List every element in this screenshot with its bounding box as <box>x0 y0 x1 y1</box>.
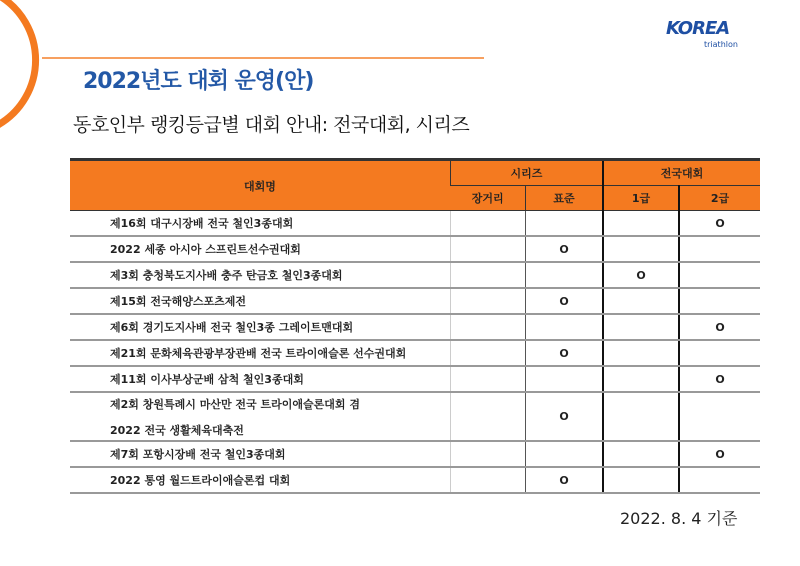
cell-grade1 <box>603 467 679 493</box>
cell-standard: O <box>526 340 604 366</box>
decorative-arc <box>0 0 40 130</box>
cell-name <box>70 392 451 441</box>
header-series: 시리즈 <box>451 160 604 186</box>
cell-grade2 <box>679 288 760 314</box>
cell-long <box>451 392 526 441</box>
cell-long <box>451 262 526 288</box>
cell-long <box>451 314 526 340</box>
cell-grade1: O <box>603 262 679 288</box>
row-name: 제16회 대구시장배 전국 철인3종대회 <box>110 217 294 230</box>
cell-standard: O <box>526 288 604 314</box>
orange-line-full <box>42 57 484 59</box>
header-national: 전국대회 <box>603 160 760 186</box>
cell-standard: O <box>526 236 604 262</box>
table-row <box>70 366 760 392</box>
cell-standard <box>526 262 604 288</box>
cell-name <box>70 441 451 467</box>
row-name: 2022 통영 월드트라이애슬론컵 대회 <box>110 474 291 487</box>
cell-grade1 <box>603 288 679 314</box>
table-row <box>70 441 760 467</box>
cell-standard <box>526 211 604 237</box>
table-row <box>70 288 760 314</box>
cell-name <box>70 366 451 392</box>
table-row <box>70 314 760 340</box>
row-name: 제6회 경기도지사배 전국 철인3종 그레이트맨대회 <box>110 321 354 334</box>
cell-standard <box>526 441 604 467</box>
row-name: 제2회 창원특례시 마산만 전국 트라이애슬론대회 겸 <box>110 397 360 411</box>
cell-grade2: O <box>679 366 760 392</box>
cell-long <box>451 340 526 366</box>
cell-grade2 <box>679 236 760 262</box>
header-grade2: 2급 <box>679 186 760 211</box>
cell-grade1 <box>603 340 679 366</box>
row-name: 제3회 충청북도지사배 충주 탄금호 철인3종대회 <box>110 269 343 282</box>
cell-name <box>70 211 451 237</box>
cell-name <box>70 340 451 366</box>
cell-grade2: O <box>679 211 760 237</box>
row-name: 제7회 포항시장배 전국 철인3종대회 <box>110 448 286 461</box>
table-row <box>70 236 760 262</box>
cell-name <box>70 288 451 314</box>
cell-long <box>451 467 526 493</box>
cell-grade1 <box>603 366 679 392</box>
cell-grade1 <box>603 441 679 467</box>
cell-grade1 <box>603 392 679 441</box>
page-subtitle: 동호인부 랭킹등급별 대회 안내: 전국대회, 시리즈 <box>73 114 470 136</box>
header-standard: 표준 <box>526 186 604 211</box>
header-grade1: 1급 <box>603 186 679 211</box>
row-name: 제21회 문화체육관광부장관배 전국 트라이애슬론 선수권대회 <box>110 347 407 360</box>
cell-name <box>70 314 451 340</box>
cell-long <box>451 366 526 392</box>
cell-name <box>70 262 451 288</box>
korea-triathlon-logo <box>666 18 756 52</box>
cell-name <box>70 467 451 493</box>
table-row <box>70 392 760 441</box>
row-name: 제15회 전국해양스포츠제전 <box>110 295 247 308</box>
cell-standard <box>526 314 604 340</box>
cell-grade2: O <box>679 441 760 467</box>
cell-long <box>451 288 526 314</box>
cell-grade1 <box>603 211 679 237</box>
table-row <box>70 467 760 493</box>
cell-standard: O <box>526 467 604 493</box>
date-note: 2022. 8. 4 기준 <box>620 509 738 528</box>
table-row <box>70 211 760 237</box>
logo-brand: KOREA <box>666 18 730 39</box>
cell-grade2 <box>679 467 760 493</box>
cell-grade1 <box>603 236 679 262</box>
row-name: 2022 세종 아시아 스프린트선수권대회 <box>110 243 301 256</box>
row-name: 제11회 이사부상군배 삼척 철인3종대회 <box>110 373 304 386</box>
cell-long <box>451 441 526 467</box>
table-row <box>70 340 760 366</box>
row-name-line2: 2022 전국 생활체육대축전 <box>110 423 244 437</box>
cell-grade2: O <box>679 314 760 340</box>
cell-standard <box>526 366 604 392</box>
header-name: 대회명 <box>70 160 451 211</box>
logo-sub: triathlon <box>704 40 738 49</box>
cell-grade2 <box>679 262 760 288</box>
page-title: 2022년도 대회 운영(안) <box>83 69 314 94</box>
header-long: 장거리 <box>451 186 526 211</box>
competition-table <box>70 158 760 494</box>
table-row <box>70 262 760 288</box>
cell-standard: O <box>526 392 604 441</box>
cell-name <box>70 236 451 262</box>
cell-grade1 <box>603 314 679 340</box>
cell-long <box>451 211 526 237</box>
cell-grade2 <box>679 392 760 441</box>
cell-grade2 <box>679 340 760 366</box>
cell-long <box>451 236 526 262</box>
